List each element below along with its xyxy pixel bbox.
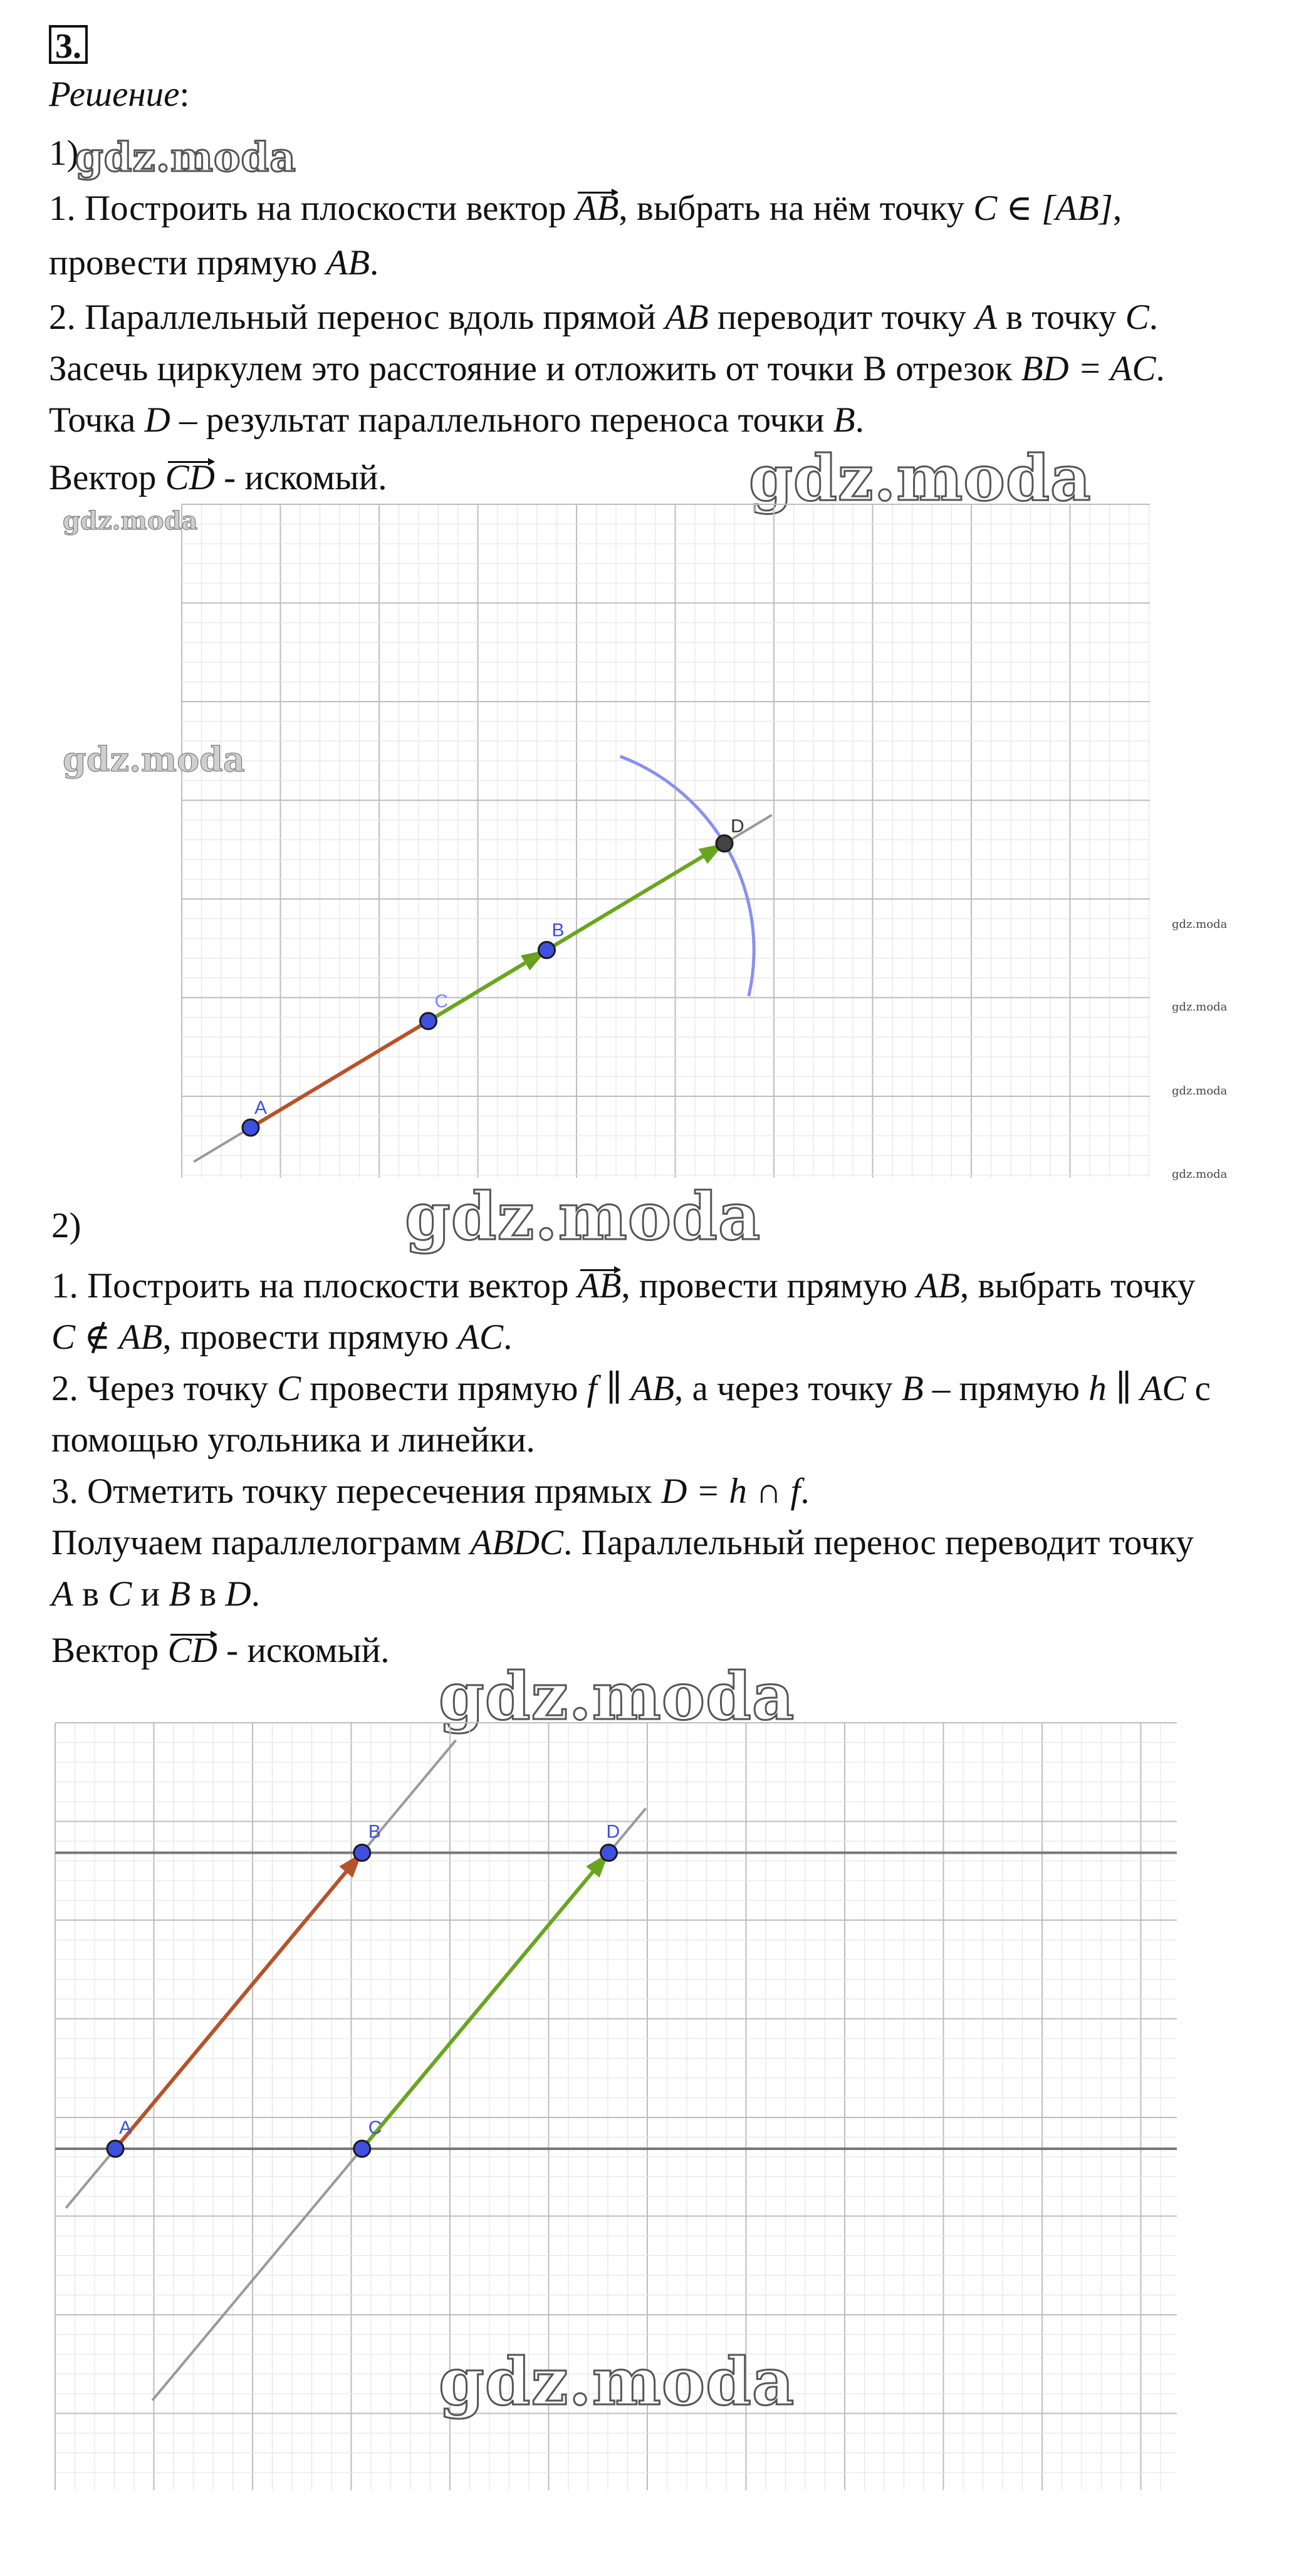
point-b	[354, 1845, 370, 1861]
text-fragment: 3. Отметить точку пересечения прямых	[51, 1472, 662, 1511]
vector-cd: CD	[168, 1629, 217, 1673]
part2-line-3	[51, 1367, 1211, 1411]
label-point-a: A	[119, 2117, 132, 2138]
math-c: C	[277, 1369, 301, 1408]
label-point-d: D	[731, 816, 744, 837]
math-bd-eq-ac: BD = AC	[1021, 349, 1156, 388]
part2-line-7	[51, 1572, 260, 1616]
text-fragment: Засечь циркулем это расстояние и отложить от точки В отрезок	[49, 349, 1021, 388]
part2-line-1	[51, 1264, 1195, 1308]
label-point-c: C	[434, 990, 449, 1012]
text-fragment: Точка	[49, 400, 145, 440]
text-fragment: с	[1186, 1369, 1211, 1408]
watermark-tiny-4: gdz.moda	[1172, 1168, 1228, 1181]
text-fragment: .	[251, 1574, 260, 1614]
point-a	[107, 2141, 123, 2157]
text-fragment: .	[370, 243, 379, 283]
part1-line-4	[49, 347, 1165, 391]
point-a	[243, 1119, 259, 1136]
watermark-part1-label: gdz.moda	[75, 134, 296, 181]
watermark-part2-middle: gdz.moda	[439, 1658, 795, 1735]
point-c	[354, 2141, 370, 2157]
part2-line-4	[51, 1418, 535, 1462]
solution-heading	[49, 73, 189, 117]
text-fragment: 1. Построить на плоскости вектор	[51, 1266, 578, 1306]
watermark-fig1-corner: gdz.moda	[63, 506, 198, 536]
text-fragment: - искомый.	[214, 458, 387, 497]
vector-cd: CD	[165, 456, 215, 500]
text-fragment: .	[800, 1472, 810, 1511]
part1-line-6	[49, 456, 387, 500]
figure-1-construction	[182, 504, 1150, 1178]
vector-ab: AB	[575, 187, 619, 231]
text-fragment: Вектор	[49, 458, 165, 497]
text-fragment: в	[73, 1574, 108, 1614]
point-b	[539, 942, 555, 958]
part1-label: 1)	[49, 133, 79, 173]
math-ab: AB	[326, 243, 370, 283]
watermark-tiny-1: gdz.moda	[1172, 918, 1228, 931]
text-fragment: 2. Через точку	[51, 1369, 278, 1408]
text-fragment: в	[190, 1574, 226, 1614]
watermark-part2-bottom: gdz.moda	[439, 2343, 795, 2420]
point-d	[601, 1845, 617, 1861]
solution-heading-colon: :	[179, 75, 190, 114]
part1-line-1	[49, 187, 1122, 231]
text-fragment: провести прямую	[301, 1369, 587, 1408]
math-ab: AB	[665, 298, 709, 337]
math-a: A	[51, 1574, 73, 1614]
label-point-b: B	[551, 920, 565, 941]
text-fragment: , провести прямую	[162, 1317, 458, 1357]
math-f-parallel-ab: f ∥ AB	[587, 1369, 675, 1408]
math-d: D	[144, 400, 170, 440]
label-point-a: A	[254, 1098, 268, 1118]
text-fragment: – результат параллельного переноса точки	[170, 400, 833, 440]
text-fragment: , а через точку	[674, 1369, 902, 1408]
math-c: C	[108, 1574, 132, 1614]
text-fragment: , выбрать на нём точку	[618, 189, 974, 228]
vector-cd-arrow	[362, 1853, 609, 2149]
part2-label: 2)	[51, 1206, 81, 1245]
text-fragment: , выбрать точку	[959, 1266, 1196, 1306]
part2-line-5	[51, 1470, 810, 1514]
text-fragment: 2. Параллельный перенос вдоль прямой	[49, 298, 665, 337]
math-b: B	[833, 400, 855, 440]
math-ab: AB	[916, 1266, 960, 1306]
text-fragment: .	[503, 1317, 513, 1357]
part1-line-3	[49, 296, 1158, 340]
watermark-tiny-2: gdz.moda	[1172, 1000, 1228, 1014]
label-point-b: B	[368, 1821, 381, 1842]
watermark-fig1-left: gdz.moda	[63, 739, 245, 779]
watermark-part1-top: gdz.moda	[749, 441, 1092, 515]
math-c-in-ab: C ∈ [AB]	[973, 189, 1113, 228]
text-fragment: Вектор	[51, 1631, 168, 1670]
text-fragment: в точку	[996, 298, 1125, 337]
math-b: B	[169, 1574, 191, 1614]
vector-ab-arrow	[115, 1853, 362, 2149]
text-fragment: провести прямую	[49, 243, 326, 283]
text-fragment: .	[855, 400, 864, 440]
solution-heading-text: Решение	[49, 75, 180, 114]
math-a: A	[975, 298, 997, 337]
math-b: B	[901, 1369, 924, 1408]
text-fragment: ,	[1113, 189, 1122, 228]
math-d-eq-h-cap-f: D = h ∩ f	[661, 1472, 801, 1511]
compass-arc	[620, 756, 754, 996]
text-fragment: , провести прямую	[621, 1266, 917, 1306]
part2-line-6	[51, 1521, 1194, 1565]
point-c	[420, 1013, 437, 1029]
text-fragment: .	[1149, 298, 1159, 337]
watermark-part2-top: gdz.moda	[405, 1178, 761, 1255]
figure-1-grid	[182, 504, 1150, 1178]
part1-line-5	[49, 398, 864, 442]
label-point-c: C	[368, 2117, 382, 2138]
math-ac: AC	[457, 1317, 504, 1357]
text-fragment: 1. Построить на плоскости вектор	[49, 189, 575, 228]
part1-line-2	[49, 241, 378, 285]
text-fragment: и	[132, 1574, 169, 1614]
math-c: C	[1125, 298, 1149, 337]
text-fragment: Получаем параллелограмм	[51, 1523, 471, 1562]
point-d	[716, 835, 733, 851]
vector-ab: AB	[578, 1264, 622, 1308]
problem-number: 3.	[49, 25, 88, 64]
text-fragment: - искомый.	[217, 1631, 390, 1670]
part2-line-2	[51, 1316, 512, 1359]
watermark-tiny-3: gdz.moda	[1172, 1084, 1228, 1098]
label-point-d: D	[606, 1821, 620, 1842]
text-fragment: . Параллельный перенос переводит точку	[563, 1523, 1194, 1562]
part2-line-8	[51, 1629, 389, 1673]
math-abdc: ABDC	[470, 1523, 564, 1562]
text-fragment: переводит точку	[708, 298, 976, 337]
math-h-parallel-ac: h ∥ AC	[1088, 1369, 1186, 1408]
math-c-notin-ab: C ∉ AB	[51, 1317, 163, 1357]
math-d: D	[225, 1574, 251, 1614]
text-fragment: помощью угольника и линейки.	[51, 1420, 535, 1460]
text-fragment: – прямую	[923, 1369, 1089, 1408]
text-fragment: .	[1156, 349, 1165, 388]
